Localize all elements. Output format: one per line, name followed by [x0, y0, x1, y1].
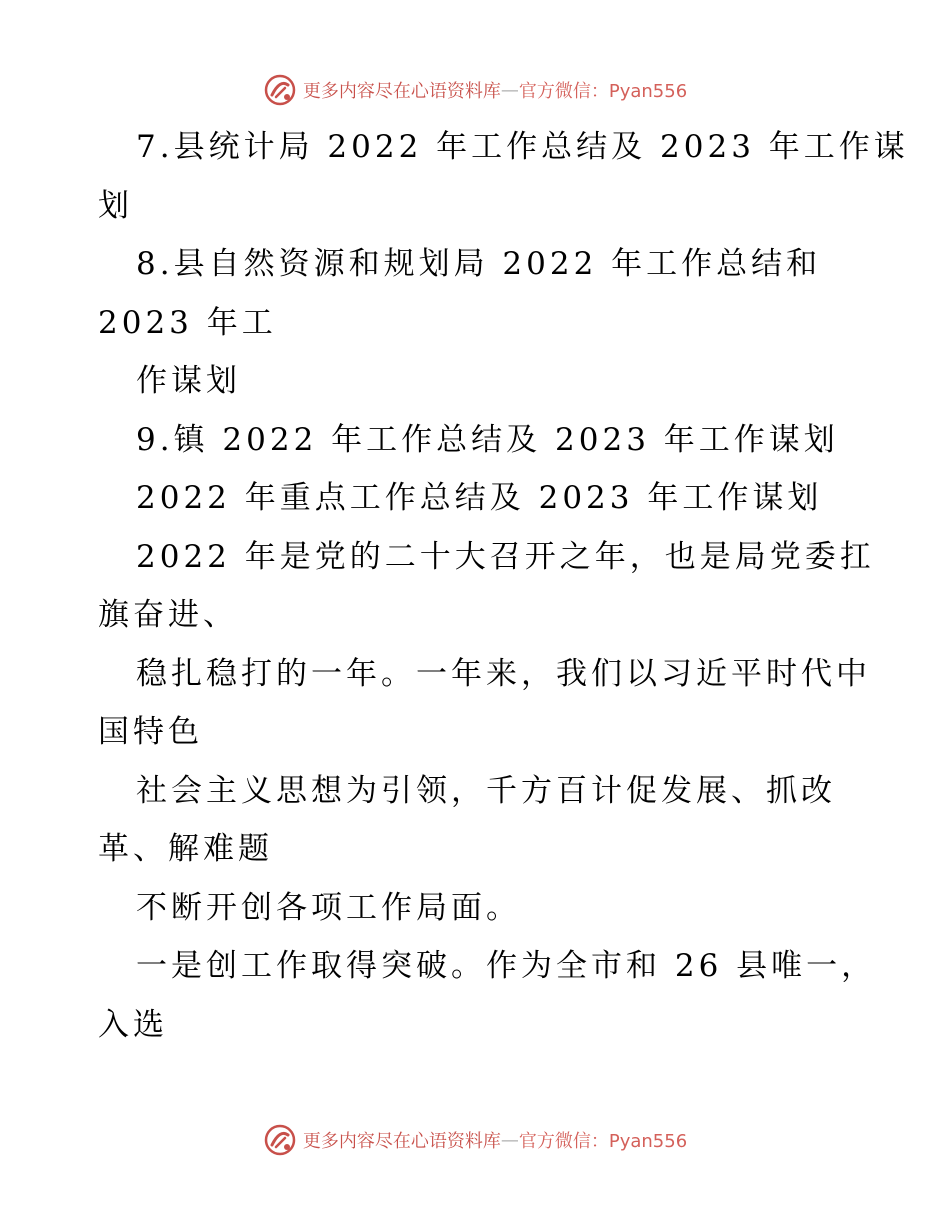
body-text-line: 革、解难题: [98, 831, 273, 867]
footer-brand-text: 更多内容尽在心语资料库: [302, 1131, 501, 1152]
footer-wechat-text: 官方微信：Pyan556: [518, 1131, 688, 1152]
body-text-line: 2022 年重点工作总结及 2023 年工作谋划: [136, 480, 823, 516]
body-text-line: 不断开创各项工作局面。: [136, 889, 521, 926]
header-brand-text: 更多内容尽在心语资料库: [302, 81, 501, 102]
body-text-line: 国特色: [98, 714, 203, 750]
body-text-line: 作谋划: [136, 363, 241, 399]
footer-banner: [0, 1120, 950, 1160]
header-separator: —: [500, 79, 519, 101]
body-text-line: 2023 年工: [98, 304, 277, 341]
body-text-line: 划: [98, 187, 133, 224]
brand-logo-icon: [263, 73, 297, 107]
body-text-line: 2022 年是党的二十大召开之年，也是局党委扛: [136, 538, 875, 575]
body-text-line: 社会主义思想为引领，千方百计促发展、抓改: [136, 772, 836, 809]
header-wechat-text: 官方微信：Pyan556: [518, 81, 688, 102]
body-text-line: 旗奋进、: [98, 597, 238, 633]
document-body: [98, 118, 909, 1054]
brand-logo-icon: [263, 1123, 297, 1157]
header-banner: [0, 70, 950, 110]
body-text-line: 9.镇 2022 年工作总结及 2023 年工作谋划: [136, 421, 839, 458]
footer-separator: —: [500, 1129, 519, 1151]
body-text-line: 入选: [98, 1006, 168, 1043]
body-text-line: 8.县自然资源和规划局 2022 年工作总结和: [136, 246, 822, 282]
body-text-line: 7.县统计局 2022 年工作总结及 2023 年工作谋: [136, 129, 909, 165]
body-text-line: 一是创工作取得突破。作为全市和 26 县唯一，: [136, 948, 877, 984]
body-text-line: 稳扎稳打的一年。一年来，我们以习近平时代中: [136, 655, 871, 692]
